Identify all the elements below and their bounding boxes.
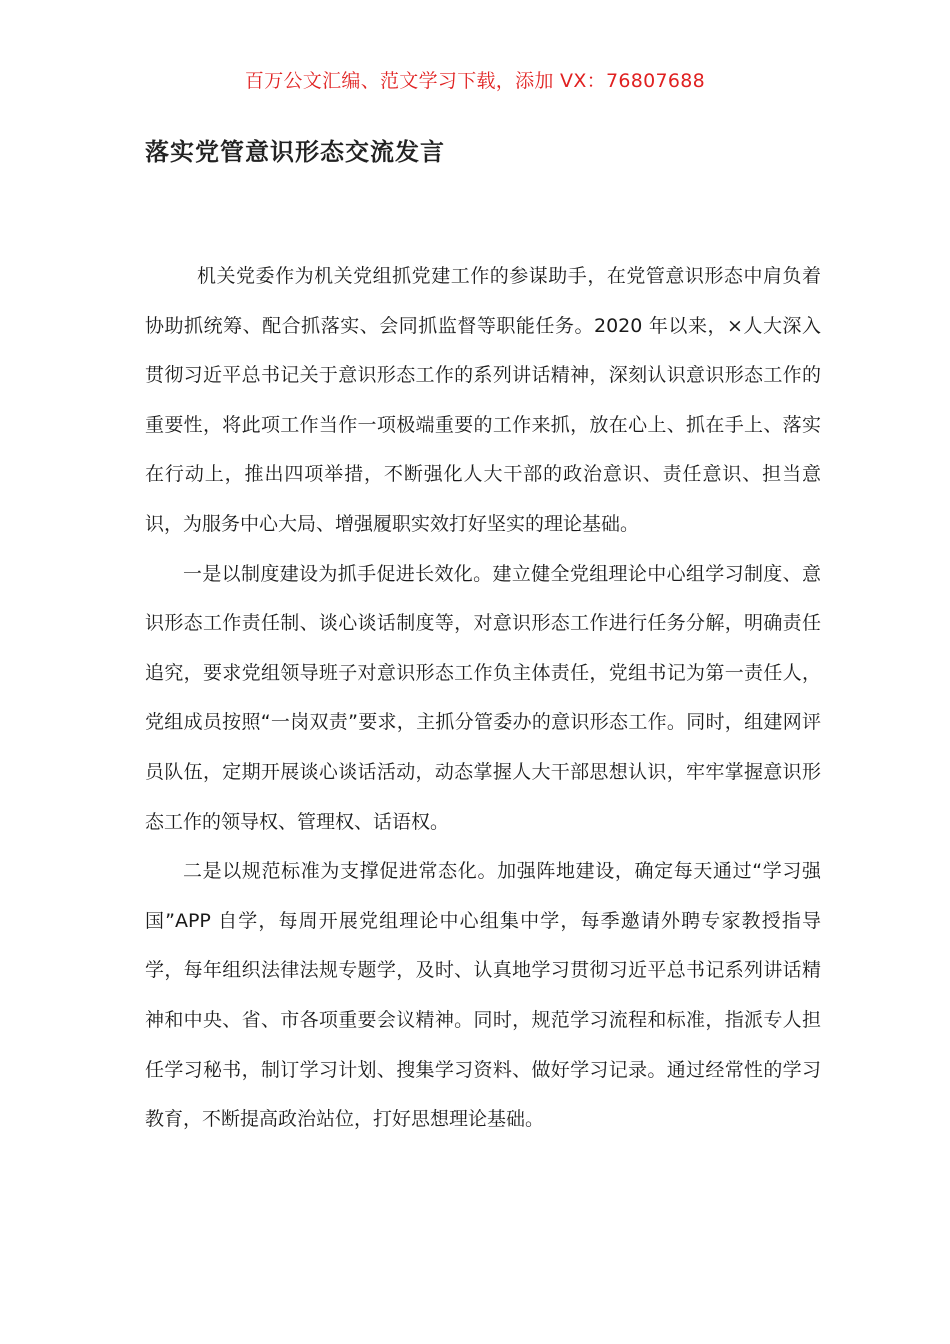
header-banner: 百万公文汇编、范文学习下载，添加 VX：76807688: [244, 70, 706, 92]
page-title: 落实党管意识形态交流发言: [145, 137, 445, 166]
document-body: [145, 252, 821, 1145]
paragraph-standardization: 二是以规范标准为支撑促进常态化。加强阵地建设，确定每天通过“学习强国”APP 自学，每周开展党组理论中心组集中学，每季邀请外聘专家教授指导学，每年组织法律法规专题学，及时、认真地学习贯彻习近平总书记系列讲话精神和中央、省、市各项重要会议精神。同时，规范学习流程和标准，指派专人担任学习秘书，制订学习计划、搜集学习资料、做好学习记录。通过经常性的学习教育，不断提高政治站位，打好思想理论基础。: [145, 860, 821, 1131]
paragraph-intro: 机关党委作为机关党组抓党建工作的参谋助手，在党管意识形态中肩负着协助抓统筹、配合抓落实、会同抓监督等职能任务。2020 年以来，×人大深入贯彻习近平总书记关于意识形态工作的系列讲话精神，深刻认识意识形态工作的重要性，将此项工作当作一项极端重要的工作来抓，放在心上、抓在手上、落实在行动上，推出四项举措，不断强化人大干部的政治意识、责任意识、担当意识，为服务中心大局、增强履职实效打好坚实的理论基础。: [145, 265, 821, 535]
paragraph-institution-building: 一是以制度建设为抓手促进长效化。建立健全党组理论中心组学习制度、意识形态工作责任制、谈心谈话制度等，对意识形态工作进行任务分解，明确责任追究，要求党组领导班子对意识形态工作负主体责任，党组书记为第一责任人，党组成员按照“一岗双责”要求，主抓分管委办的意识形态工作。同时，组建网评员队伍，定期开展谈心谈话活动，动态掌握人大干部思想认识，牢牢掌握意识形态工作的领导权、管理权、话语权。: [145, 562, 821, 833]
